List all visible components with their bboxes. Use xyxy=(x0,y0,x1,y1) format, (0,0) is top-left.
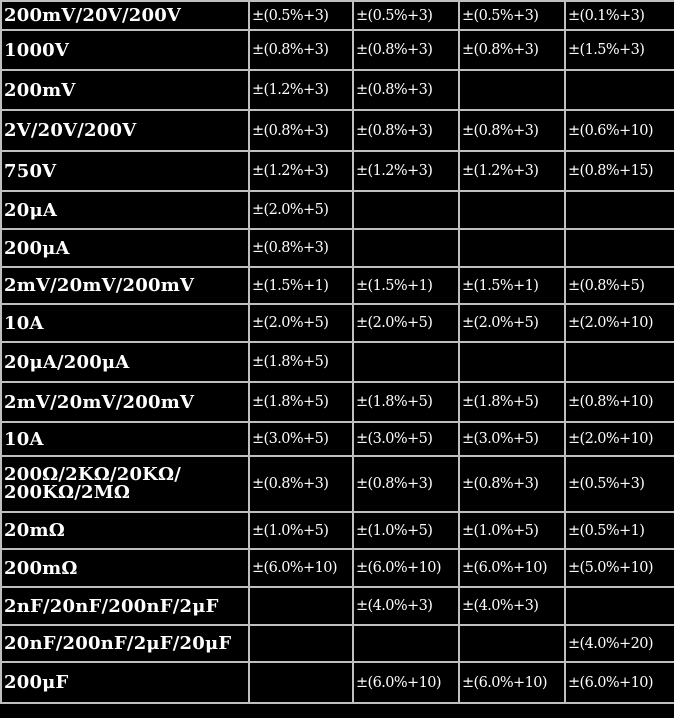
accuracy-cell: ±(1.5%+3) xyxy=(565,30,674,70)
table-row xyxy=(1,342,674,382)
table-row xyxy=(1,30,674,70)
accuracy-cell: ±(1.5%+1) xyxy=(249,267,353,304)
accuracy-cell: ±(3.0%+5) xyxy=(249,422,353,456)
table-row xyxy=(1,512,674,549)
accuracy-cell xyxy=(459,342,565,382)
accuracy-cell: ±(0.8%+3) xyxy=(459,30,565,70)
table-row xyxy=(1,625,674,662)
range-cell: 200mV xyxy=(1,70,249,110)
table-row xyxy=(1,422,674,456)
accuracy-cell xyxy=(459,229,565,267)
accuracy-cell: ±(3.0%+5) xyxy=(459,422,565,456)
accuracy-cell: ±(1.8%+5) xyxy=(249,342,353,382)
accuracy-cell: ±(1.5%+1) xyxy=(459,267,565,304)
table-row xyxy=(1,662,674,703)
accuracy-cell xyxy=(565,587,674,625)
table-row xyxy=(1,1,674,30)
accuracy-cell xyxy=(565,342,674,382)
accuracy-cell: ±(0.5%+3) xyxy=(459,1,565,30)
range-cell: 2V/20V/200V xyxy=(1,110,249,151)
accuracy-cell: ±(4.0%+20) xyxy=(565,625,674,662)
range-cell: 2mV/20mV/200mV xyxy=(1,267,249,304)
accuracy-cell: ±(2.0%+10) xyxy=(565,422,674,456)
accuracy-cell xyxy=(249,587,353,625)
accuracy-cell xyxy=(249,625,353,662)
accuracy-cell: ±(2.0%+5) xyxy=(249,191,353,229)
accuracy-cell: ±(1.2%+3) xyxy=(353,151,459,191)
accuracy-cell: ±(2.0%+10) xyxy=(565,304,674,342)
accuracy-cell: ±(6.0%+10) xyxy=(249,549,353,587)
accuracy-cell xyxy=(353,191,459,229)
accuracy-cell: ±(0.8%+3) xyxy=(353,110,459,151)
range-cell: 200mΩ xyxy=(1,549,249,587)
accuracy-cell: ±(0.8%+3) xyxy=(353,30,459,70)
accuracy-cell xyxy=(353,625,459,662)
accuracy-cell xyxy=(459,625,565,662)
range-cell: 20mΩ xyxy=(1,512,249,549)
accuracy-cell xyxy=(565,229,674,267)
accuracy-cell xyxy=(249,662,353,703)
table-row xyxy=(1,151,674,191)
accuracy-cell: ±(0.8%+3) xyxy=(459,456,565,512)
accuracy-cell: ±(1.2%+3) xyxy=(249,70,353,110)
accuracy-cell: ±(3.0%+5) xyxy=(353,422,459,456)
range-cell: 200mV/20V/200V xyxy=(1,1,249,30)
accuracy-cell: ±(1.8%+5) xyxy=(459,382,565,422)
accuracy-cell: ±(0.6%+10) xyxy=(565,110,674,151)
accuracy-cell: ±(1.0%+5) xyxy=(353,512,459,549)
accuracy-cell: ±(1.8%+5) xyxy=(353,382,459,422)
accuracy-cell xyxy=(353,342,459,382)
accuracy-cell: ±(0.8%+3) xyxy=(249,229,353,267)
range-cell: 20μA/200μA xyxy=(1,342,249,382)
accuracy-cell: ±(0.8%+3) xyxy=(249,30,353,70)
accuracy-cell xyxy=(459,191,565,229)
accuracy-cell: ±(0.8%+3) xyxy=(353,456,459,512)
range-cell: 2mV/20mV/200mV xyxy=(1,382,249,422)
accuracy-cell: ±(1.0%+5) xyxy=(459,512,565,549)
accuracy-cell: ±(0.8%+5) xyxy=(565,267,674,304)
accuracy-cell: ±(6.0%+10) xyxy=(459,662,565,703)
table-row xyxy=(1,456,674,512)
range-cell: 10A xyxy=(1,422,249,456)
range-cell: 1000V xyxy=(1,30,249,70)
accuracy-cell: ±(0.8%+15) xyxy=(565,151,674,191)
accuracy-cell xyxy=(459,70,565,110)
table-row xyxy=(1,191,674,229)
table-row xyxy=(1,110,674,151)
accuracy-cell: ±(1.2%+3) xyxy=(459,151,565,191)
accuracy-cell: ±(0.5%+3) xyxy=(353,1,459,30)
table-row xyxy=(1,304,674,342)
accuracy-cell: ±(2.0%+5) xyxy=(459,304,565,342)
range-cell: 200μA xyxy=(1,229,249,267)
table-row xyxy=(1,549,674,587)
accuracy-cell: ±(0.8%+3) xyxy=(249,110,353,151)
range-cell: 200μF xyxy=(1,662,249,703)
accuracy-cell xyxy=(565,70,674,110)
accuracy-cell: ±(0.8%+10) xyxy=(565,382,674,422)
accuracy-cell: ±(0.8%+3) xyxy=(249,456,353,512)
accuracy-cell: ±(0.1%+3) xyxy=(565,1,674,30)
table-row xyxy=(1,70,674,110)
accuracy-cell: ±(0.5%+3) xyxy=(249,1,353,30)
accuracy-cell: ±(2.0%+5) xyxy=(353,304,459,342)
accuracy-cell: ±(6.0%+10) xyxy=(353,549,459,587)
accuracy-cell: ±(1.5%+1) xyxy=(353,267,459,304)
accuracy-cell: ±(0.5%+1) xyxy=(565,512,674,549)
range-cell: 20nF/200nF/2μF/20μF xyxy=(1,625,249,662)
accuracy-cell xyxy=(353,229,459,267)
accuracy-cell: ±(0.5%+3) xyxy=(565,456,674,512)
accuracy-cell: ±(1.0%+5) xyxy=(249,512,353,549)
table-row xyxy=(1,267,674,304)
table-row xyxy=(1,587,674,625)
range-cell: 750V xyxy=(1,151,249,191)
accuracy-cell: ±(0.8%+3) xyxy=(353,70,459,110)
range-cell: 2nF/20nF/200nF/2μF xyxy=(1,587,249,625)
accuracy-cell: ±(6.0%+10) xyxy=(459,549,565,587)
accuracy-cell: ±(2.0%+5) xyxy=(249,304,353,342)
range-cell: 200Ω/2KΩ/20KΩ/ 200KΩ/2MΩ xyxy=(1,456,249,512)
accuracy-cell: ±(1.2%+3) xyxy=(249,151,353,191)
accuracy-cell: ±(1.8%+5) xyxy=(249,382,353,422)
accuracy-cell: ±(5.0%+10) xyxy=(565,549,674,587)
accuracy-cell: ±(0.8%+3) xyxy=(459,110,565,151)
accuracy-cell xyxy=(565,191,674,229)
table-row xyxy=(1,229,674,267)
accuracy-cell: ±(6.0%+10) xyxy=(565,662,674,703)
accuracy-cell: ±(4.0%+3) xyxy=(353,587,459,625)
accuracy-cell: ±(6.0%+10) xyxy=(353,662,459,703)
range-cell: 20μA xyxy=(1,191,249,229)
accuracy-cell: ±(4.0%+3) xyxy=(459,587,565,625)
range-cell: 10A xyxy=(1,304,249,342)
table-row xyxy=(1,382,674,422)
